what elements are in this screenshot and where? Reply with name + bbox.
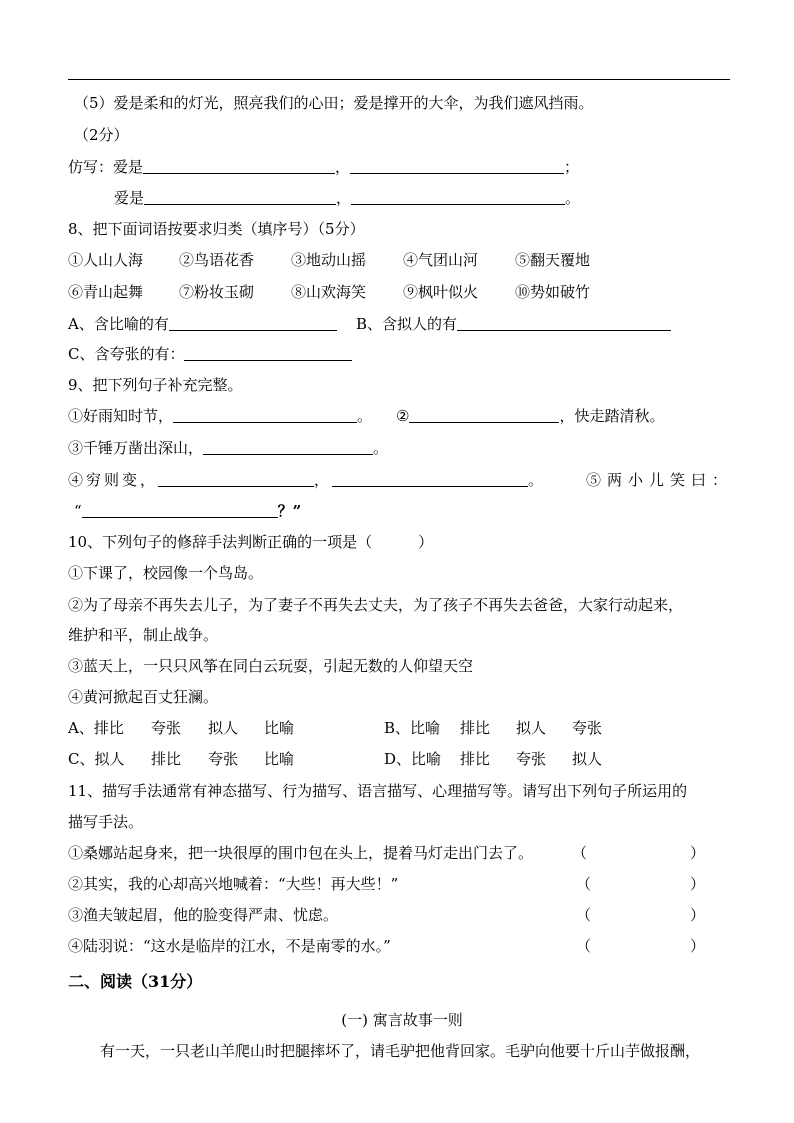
q8-line-b	[356, 313, 671, 335]
q9-s2-blank[interactable]	[409, 406, 559, 423]
imitate-blank-2a[interactable]	[144, 188, 336, 205]
option-term: 比喻	[264, 750, 295, 768]
q10-title	[68, 531, 433, 553]
q9-s3: ③千锤万凿出深山，	[68, 439, 204, 457]
love-is-label: 爱是	[114, 189, 145, 207]
q10-item: ③蓝天上，一只只风筝在同白云玩耍，引起无数的人仰望天空	[68, 657, 474, 675]
q9-s5-close: ？”	[277, 502, 302, 520]
q8-line-a	[68, 313, 337, 335]
q11-paren-open: （	[572, 844, 588, 862]
option-term: A、排比	[68, 719, 124, 737]
q10-title-text: 10、下列句子的修辞手法判断正确的一项是（	[68, 533, 373, 551]
period: 。	[565, 189, 581, 207]
word-item: ⑧山欢海笑	[291, 283, 367, 301]
q9-line-1	[68, 405, 372, 427]
option-term: 拟人	[516, 719, 547, 737]
q11-item: ②其实，我的心却高兴地喊着：“大些！再大些！”	[68, 875, 399, 893]
q11-answer-3[interactable]	[596, 904, 686, 926]
q8-title: 8、把下面词语按要求归类（填序号）（5分）	[68, 220, 365, 238]
word-item: ⑤翻天覆地	[515, 251, 591, 269]
option-term: 夸张	[151, 719, 182, 737]
q11-paren-close: ）	[690, 906, 706, 924]
word-item: ③地动山摇	[291, 251, 367, 269]
q7-5-sentence: （5）爱是柔和的灯光，照亮我们的心田；爱是撑开的大伞，为我们遮风挡雨。	[74, 94, 594, 112]
option-term: 排比	[151, 750, 182, 768]
imitate-blank-2b[interactable]	[351, 188, 565, 205]
q8-b-blank[interactable]	[457, 314, 671, 331]
option-term: 夸张	[208, 750, 239, 768]
word-item: ⑥青山起舞	[68, 283, 144, 301]
word-item: ①人山人海	[68, 251, 144, 269]
header-rule	[68, 79, 730, 80]
q9-s3-end: 。	[373, 439, 389, 457]
q8-c-label: C、含夸张的有：	[68, 345, 185, 363]
q11-paren-open: （	[576, 906, 592, 924]
q11-title-2: 描写手法。	[68, 813, 144, 831]
q11-item: ③渔夫皱起眉，他的脸变得严肃、忧虑。	[68, 906, 339, 924]
q9-s3-blank[interactable]	[203, 438, 373, 455]
q11-paren-close: ）	[690, 937, 706, 955]
semicolon: ；	[564, 158, 580, 176]
q9-s1: ①好雨知时节，	[68, 407, 174, 425]
q11-paren-open: （	[576, 875, 592, 893]
option-term: B、比喻	[384, 719, 441, 737]
q11-paren-open: （	[576, 937, 592, 955]
imitate-line-2	[114, 187, 580, 209]
section-heading-reading: 二、阅读（31分）	[68, 972, 203, 991]
imitate-line-1	[68, 156, 579, 178]
q9-s4-end: 。	[528, 471, 547, 489]
option-term: 比喻	[264, 719, 295, 737]
sub-heading-fable: (一) 寓言故事一则	[341, 1011, 463, 1029]
fable-paragraph-1: 有一天，一只老山羊爬山时把腿摔坏了，请毛驴把他背回家。毛驴向他要十斤山芋做报酬，	[100, 1042, 701, 1060]
q9-s5-blank[interactable]	[82, 501, 278, 518]
word-item: ④气团山河	[403, 251, 479, 269]
q9-s4: ④穷则变，	[68, 471, 159, 489]
imitate-blank-1b[interactable]	[350, 157, 564, 174]
imitate-prefix: 仿写：爱是	[68, 158, 144, 176]
q11-item: ①桑娜站起身来，把一块很厚的围巾包在头上，提着马灯走出门去了。	[68, 844, 534, 862]
q10-item: ④黄河掀起百丈狂澜。	[68, 688, 219, 706]
q7-5-score: （2分）	[74, 126, 129, 144]
q11-item: ④陆羽说：“这水是临岸的江水，不是南零的水。”	[68, 937, 391, 955]
q9-s2: ②	[396, 407, 410, 425]
q8-c-blank[interactable]	[184, 344, 352, 361]
q11-title-1: 11、描写手法通常有神态描写、行为描写、语言描写、心理描写等。请写出下列句子所运用的	[68, 782, 688, 800]
q9-line-4	[68, 469, 546, 491]
q9-s1-blank[interactable]	[173, 406, 357, 423]
imitate-blank-1a[interactable]	[143, 157, 335, 174]
word-item: ⑦粉妆玉砌	[179, 283, 255, 301]
q11-paren-close: ）	[690, 844, 706, 862]
option-term: C、拟人	[68, 750, 125, 768]
option-term: 夸张	[572, 719, 603, 737]
q9-s5-open: “	[74, 502, 82, 520]
option-term: 夸张	[516, 750, 547, 768]
q10-item: ②为了母亲不再失去儿子，为了妻子不再失去丈夫，为了孩子不再失去爸爸，大家行动起来，	[68, 596, 684, 614]
q9-line-5	[74, 500, 301, 522]
option-term: 排比	[460, 719, 491, 737]
option-term: 排比	[460, 750, 491, 768]
q11-answer-4[interactable]	[596, 935, 686, 957]
option-term: D、比喻	[384, 750, 442, 768]
q9-title: 9、把下列句子补充完整。	[68, 376, 243, 394]
word-item: ⑩势如破竹	[515, 283, 591, 301]
comma: ，	[336, 189, 352, 207]
word-item: ⑨枫叶似火	[403, 283, 479, 301]
comma: ，	[335, 158, 351, 176]
q10-item: ①下课了，校园像一个鸟岛。	[68, 564, 264, 582]
q10-title-close: ）	[418, 533, 434, 551]
q9-s4-blank-b[interactable]	[332, 470, 528, 487]
q11-answer-1[interactable]	[592, 842, 686, 864]
q9-line-2	[396, 405, 664, 427]
q9-line-3	[68, 437, 388, 459]
q11-paren-close: ）	[690, 875, 706, 893]
q10-item: 维护和平，制止战争。	[68, 626, 219, 644]
q8-line-c	[68, 343, 352, 365]
q9-s4-mid: ，	[314, 471, 333, 489]
word-item: ②鸟语花香	[179, 251, 255, 269]
q8-a-blank[interactable]	[169, 314, 337, 331]
q9-s5: ⑤两小儿笑曰：	[586, 471, 734, 489]
q11-answer-2[interactable]	[596, 873, 686, 895]
q9-s2-end: ，快走踏清秋。	[559, 407, 665, 425]
option-term: 拟人	[572, 750, 603, 768]
q8-b-label: B、含拟人的有	[356, 315, 458, 333]
option-term: 拟人	[208, 719, 239, 737]
q8-a-label: A、含比喻的有	[68, 315, 169, 333]
q9-s1-end: 。	[357, 407, 373, 425]
q9-s4-blank-a[interactable]	[158, 470, 314, 487]
